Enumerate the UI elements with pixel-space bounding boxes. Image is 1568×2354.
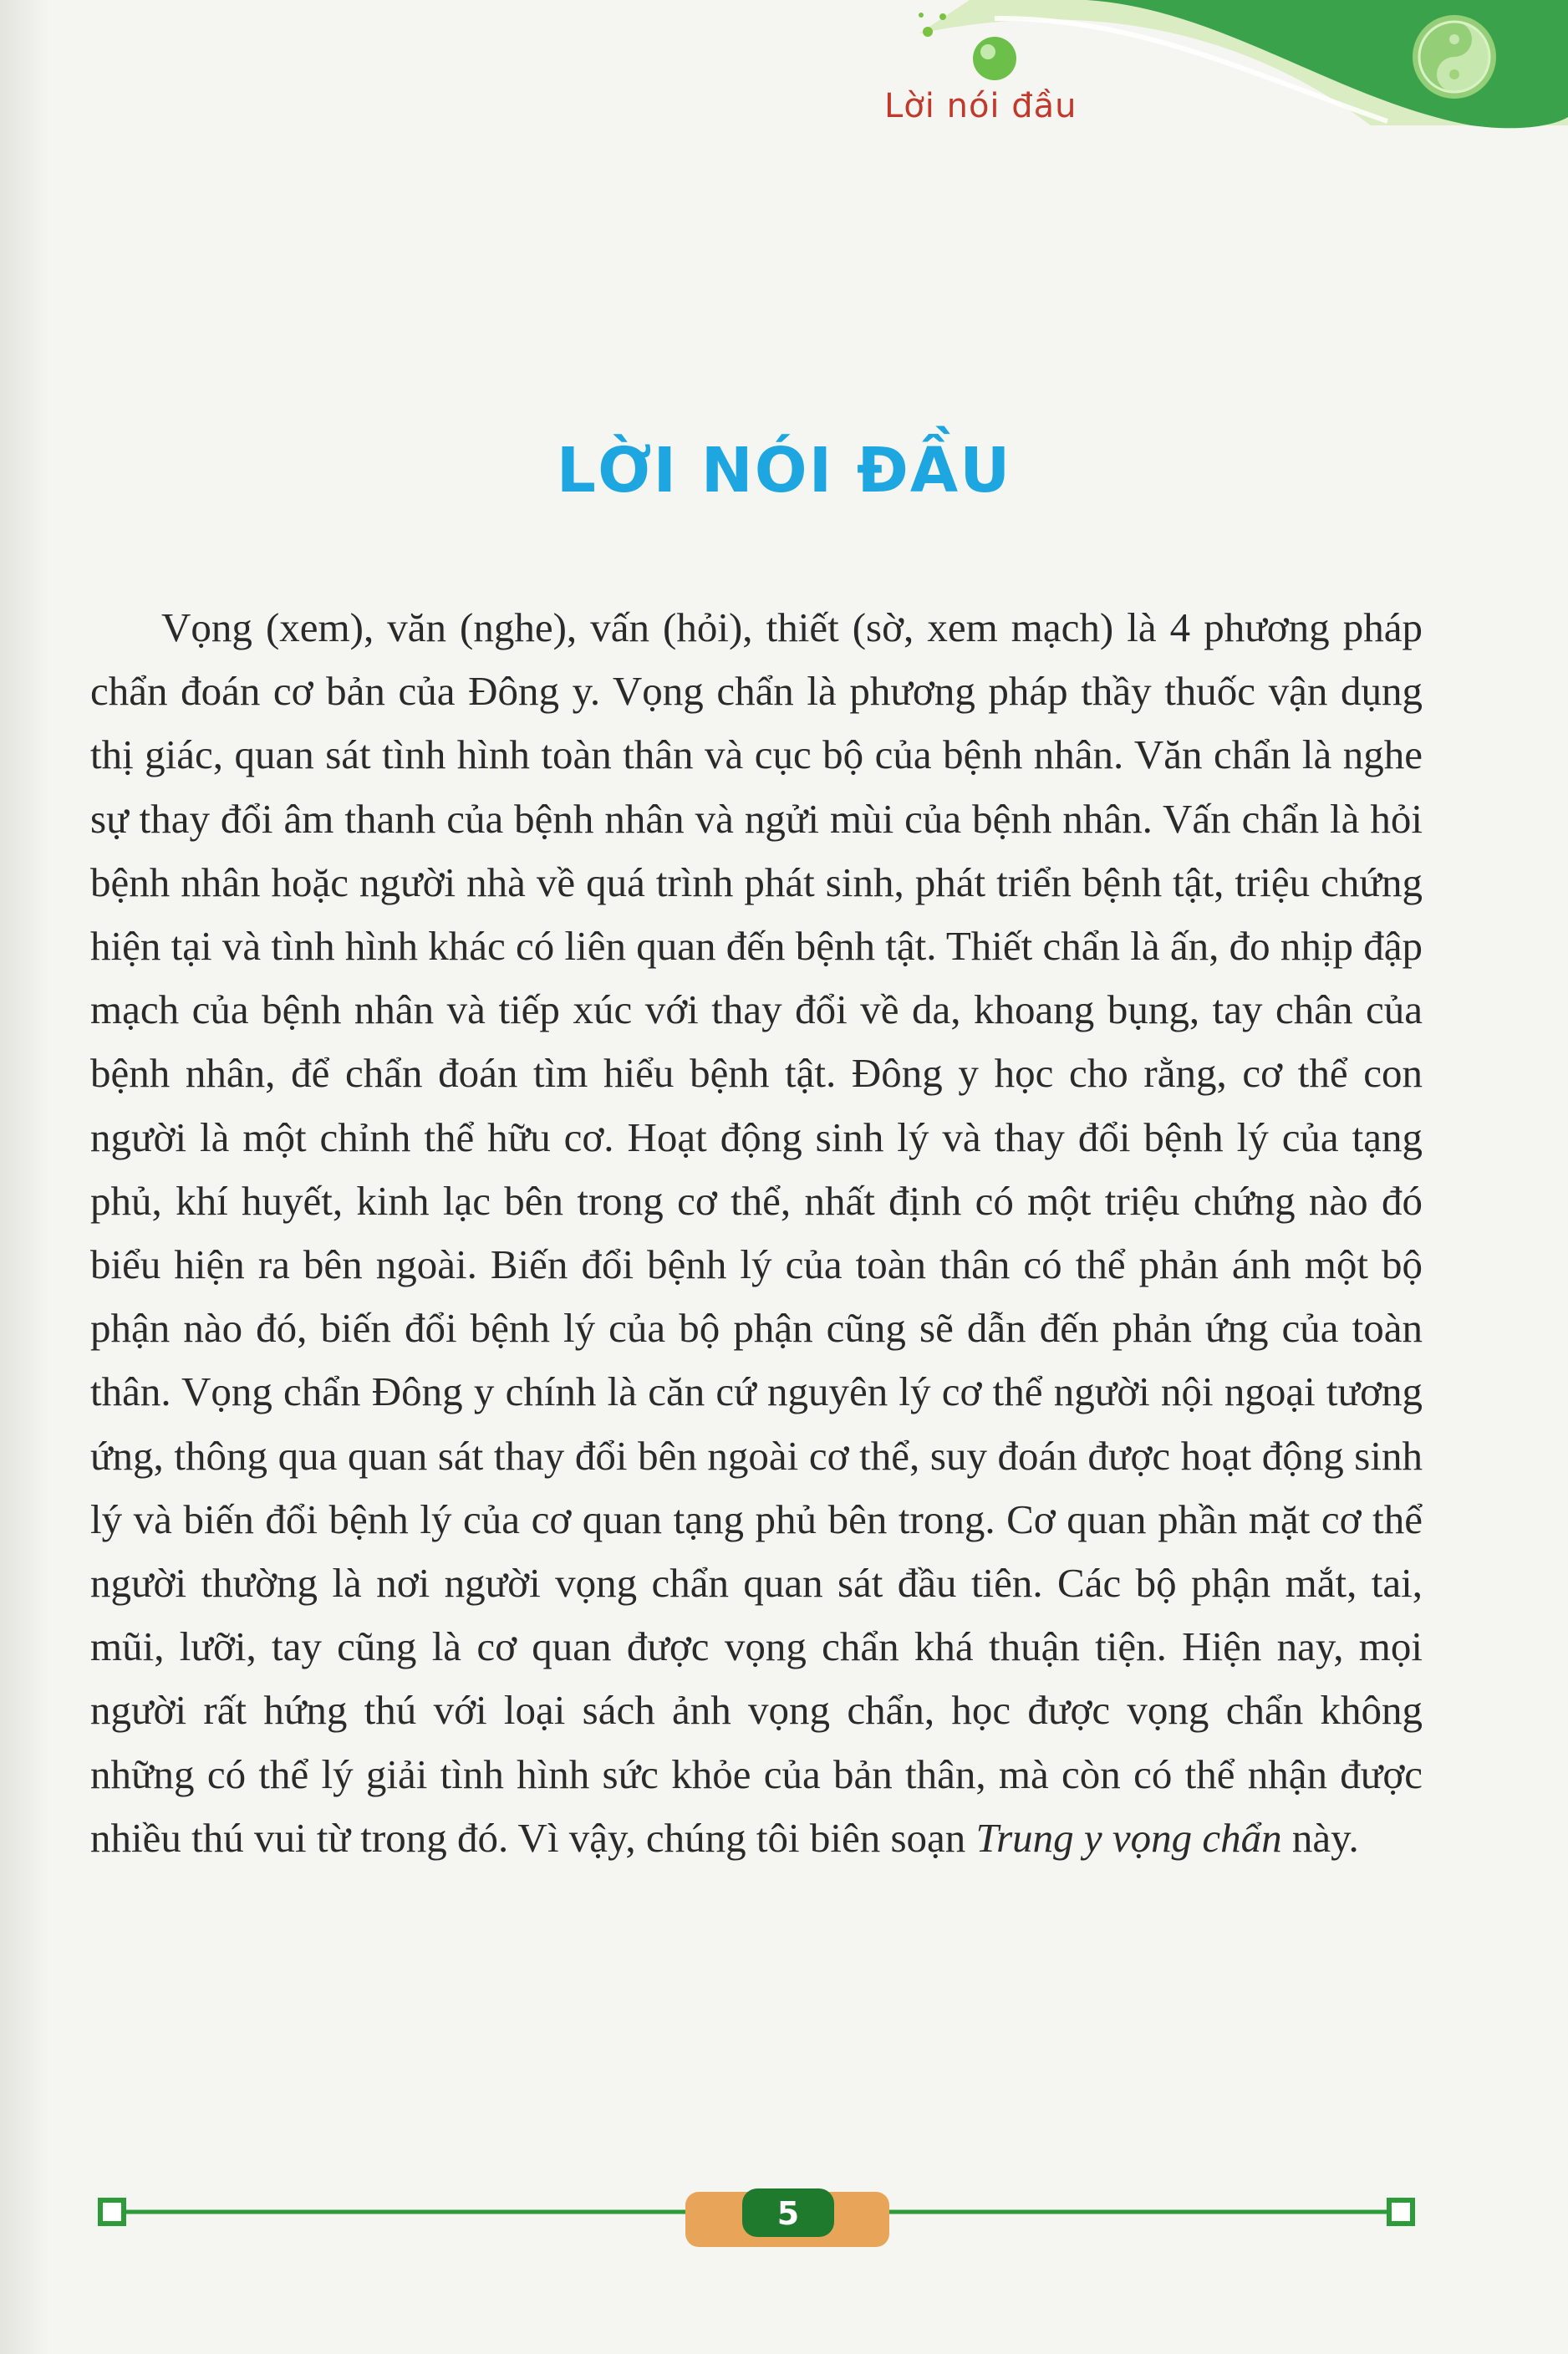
page-number: 5 [776,2195,800,2232]
footer-right-square [1389,2200,1413,2224]
book-title-italic: Trung y vọng chẩn [975,1814,1282,1861]
body-paragraph [90,596,1423,1870]
page-gutter-shadow [0,0,50,2354]
footer-left-square [100,2200,124,2224]
body-text-main: Vọng (xem), văn (nghe), vấn (hỏi), thiết (sờ, xem mạch) là 4 phương pháp chẩn đoán cơ bản của Đông y. Vọng chẩn là phương pháp thầy thuốc vận dụng thị giác, quan sát tình hình toàn thân và cục bộ của bệnh nhân. Văn chẩn là nghe sự thay đổi âm thanh của bệnh nhân và ngửi mùi của bệnh nhân. Vấn chẩn là hỏi bệnh nhân hoặc người nhà về quá trình phát sinh, phát triển bệnh tật, triệu chứng hiện tại và tình hình khác có liên quan đến bệnh tật. Thiết chẩn là ấn, đo nhịp đập mạch của bệnh nhân và tiếp xúc với thay đổi về da, khoang bụng, tay chân của bệnh nhân, để chẩn đoán tìm hiểu bệnh tật. Đông y học cho rằng, cơ thể con người là một chỉnh thể hữu cơ. Hoạt động sinh lý và thay đổi bệnh lý của tạng phủ, khí huyết, kinh lạc bên trong cơ thể, nhất định có một triệu chứng nào đó biểu hiện ra bên ngoài. Biến đổi bệnh lý của toàn thân có thể phản ánh một bộ phận nào đó, biến đổi bệnh lý của bộ phận cũng sẽ dẫn đến phản ứng của toàn thân. Vọng chẩn Đông y chính là căn cứ nguyên lý cơ thể người nội ngoại tương ứng, thông qua quan sát thay đổi bên ngoài cơ thể, suy đoán được hoạt động sinh lý và biến đổi bệnh lý của cơ quan tạng phủ bên trong. Cơ quan phần mặt cơ thể người thường là nơi người vọng chẩn quan sát đầu tiên. Các bộ phận mắt, tai, mũi, lưỡi, tay cũng là cơ quan được vọng chẩn khá thuận tiện. Hiện nay, mọi người rất hứng thú với loại sách ảnh vọng chẩn, học được vọng chẩn không những có thể lý giải tình hình sức khỏe của bản thân, mà còn có thể nhận được nhiều thú vui từ trong đó. Vì vậy, chúng tôi biên soạn [90,604,1423,1861]
running-head: Lời nói đầu [884,87,1077,125]
header-dot [973,37,1016,80]
page-title: LỜI NÓI ĐẦU [556,434,1012,507]
small-leaf-dot [923,27,933,37]
yin-yang-icon [1413,15,1496,99]
body-text-end: này. [1281,1814,1359,1861]
